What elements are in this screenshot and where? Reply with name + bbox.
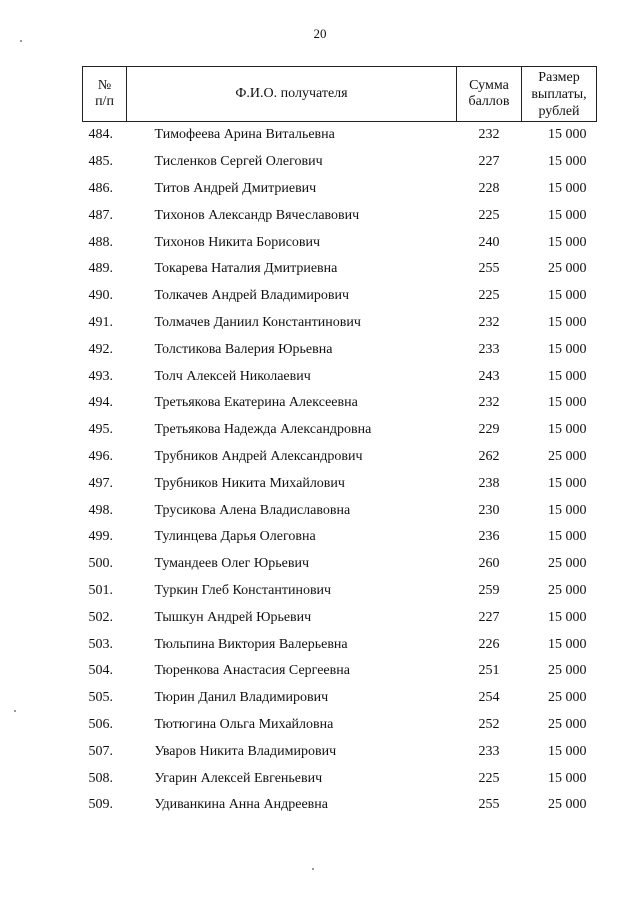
score-total: 225: [478, 288, 500, 304]
row-number: 488.: [88, 234, 113, 250]
header-number-line1: №: [97, 78, 112, 93]
table-row: [83, 792, 597, 819]
payment-amount: 15 000: [548, 609, 587, 625]
recipient-name: Угарин Алексей Евгеньевич: [154, 770, 323, 786]
score-total: 251: [478, 663, 500, 679]
payment-amount: 25 000: [548, 448, 587, 464]
score-total: 225: [478, 770, 500, 786]
row-number: 492.: [88, 341, 113, 357]
scan-speck: [312, 868, 314, 870]
score-total: 259: [478, 582, 500, 598]
row-number: 486.: [88, 180, 113, 196]
payment-amount: 15 000: [548, 207, 587, 223]
payment-amount: 15 000: [548, 529, 587, 545]
payment-amount: 25 000: [548, 797, 587, 813]
payment-amount: 15 000: [548, 154, 587, 170]
table-row: [83, 444, 597, 471]
recipient-name: Трубников Никита Михайлович: [154, 475, 345, 491]
recipient-name: Тюрин Данил Владимирович: [154, 690, 329, 706]
score-total: 232: [478, 395, 500, 411]
payment-amount: 15 000: [548, 234, 587, 250]
table-row: [83, 122, 597, 149]
header-payment: [522, 67, 597, 122]
score-total: 228: [478, 180, 500, 196]
table-row: [83, 685, 597, 712]
header-number-line2: п/п: [95, 94, 114, 109]
row-number: 503.: [88, 636, 113, 652]
table-row: [83, 229, 597, 256]
row-number: 505.: [88, 690, 113, 706]
header-payment-line1: Размер: [538, 69, 580, 85]
header-name: Ф.И.О. получателя: [127, 67, 457, 122]
table-row: [83, 578, 597, 605]
recipient-name: Третьякова Екатерина Алексеевна: [154, 395, 358, 411]
table-row: [83, 765, 597, 792]
page-number: 20: [313, 26, 327, 41]
table-row: [83, 283, 597, 310]
header-row: [83, 67, 597, 122]
payment-amount: 15 000: [548, 288, 587, 304]
header-payment-line2: выплаты,: [531, 86, 587, 102]
score-total: 233: [478, 743, 500, 759]
row-number: 496.: [88, 448, 113, 464]
payment-amount: 25 000: [548, 556, 587, 572]
table-row: [83, 631, 597, 658]
score-total: 232: [478, 127, 500, 143]
recipient-name: Тюльпина Виктория Валерьевна: [154, 636, 348, 652]
score-total: 243: [478, 368, 500, 384]
table-row: [83, 738, 597, 765]
recipient-name: Удиванкина Анна Андреевна: [154, 797, 328, 813]
recipient-name: Толстикова Валерия Юрьевна: [154, 341, 333, 357]
row-number: 502.: [88, 609, 113, 625]
recipients-table: [82, 66, 597, 819]
payment-amount: 15 000: [548, 341, 587, 357]
table-row: [83, 336, 597, 363]
row-number: 494.: [88, 395, 113, 411]
score-total: 227: [478, 609, 500, 625]
score-total: 229: [478, 422, 500, 438]
payment-amount: 15 000: [548, 636, 587, 652]
row-number: 498.: [88, 502, 113, 518]
row-number: 500.: [88, 556, 113, 572]
header-score-line2: баллов: [468, 94, 510, 109]
table-row: [83, 310, 597, 337]
table-row: [83, 149, 597, 176]
row-number: 504.: [88, 663, 113, 679]
payment-amount: 15 000: [548, 368, 587, 384]
score-total: 232: [478, 314, 500, 330]
table-row: [83, 417, 597, 444]
table-row: [83, 497, 597, 524]
row-number: 489.: [88, 261, 113, 277]
recipient-name: Тумандеев Олег Юрьевич: [154, 556, 309, 572]
table-body: [83, 122, 597, 819]
table-row: [83, 604, 597, 631]
header-payment-line3: рублей: [538, 103, 580, 119]
table-row: [83, 712, 597, 739]
table-row: [83, 551, 597, 578]
payment-amount: 15 000: [548, 180, 587, 196]
recipient-name: Тулинцева Дарья Олеговна: [154, 529, 316, 545]
payment-amount: 15 000: [548, 422, 587, 438]
row-number: 508.: [88, 770, 113, 786]
table-row: [83, 202, 597, 229]
payment-amount: 15 000: [548, 314, 587, 330]
score-total: 262: [478, 448, 500, 464]
recipient-name: Тихонов Александр Вячеславович: [154, 207, 360, 223]
table-row: [83, 390, 597, 417]
payment-amount: 15 000: [548, 395, 587, 411]
recipient-name: Тюренкова Анастасия Сергеевна: [154, 663, 350, 679]
score-total: 240: [478, 234, 500, 250]
recipient-name: Тихонов Никита Борисович: [154, 234, 321, 250]
header-number: [83, 67, 127, 122]
payment-amount: 15 000: [548, 502, 587, 518]
recipient-name: Тисленков Сергей Олегович: [154, 154, 323, 170]
recipient-name: Трубников Андрей Александрович: [154, 448, 363, 464]
row-number: 507.: [88, 743, 113, 759]
score-total: 255: [478, 797, 500, 813]
row-number: 497.: [88, 475, 113, 491]
row-number: 490.: [88, 288, 113, 304]
recipient-name: Уваров Никита Владимирович: [154, 743, 337, 759]
row-number: 485.: [88, 154, 113, 170]
recipient-name: Толмачев Даниил Константинович: [154, 314, 361, 330]
row-number: 487.: [88, 207, 113, 223]
score-total: 227: [478, 154, 500, 170]
score-total: 236: [478, 529, 500, 545]
recipient-name: Туркин Глеб Константинович: [154, 582, 332, 598]
payment-amount: 25 000: [548, 690, 587, 706]
score-total: 226: [478, 636, 500, 652]
table-row: [83, 470, 597, 497]
score-total: 225: [478, 207, 500, 223]
payment-amount: 15 000: [548, 770, 587, 786]
row-number: 495.: [88, 422, 113, 438]
score-total: 255: [478, 261, 500, 277]
row-number: 501.: [88, 582, 113, 598]
recipient-name: Третьякова Надежда Александровна: [154, 422, 372, 438]
payment-amount: 25 000: [548, 261, 587, 277]
scan-speck: [14, 710, 16, 712]
header-score-line1: Сумма: [469, 78, 509, 93]
payment-amount: 25 000: [548, 716, 587, 732]
recipient-name: Тимофеева Арина Витальевна: [154, 127, 335, 143]
row-number: 491.: [88, 314, 113, 330]
score-total: 238: [478, 475, 500, 491]
recipient-name: Тышкун Андрей Юрьевич: [154, 609, 312, 625]
table-row: [83, 363, 597, 390]
row-number: 484.: [88, 127, 113, 143]
recipient-name: Толкачев Андрей Владимирович: [154, 288, 349, 304]
score-total: 230: [478, 502, 500, 518]
row-number: 499.: [88, 529, 113, 545]
table-row: [83, 256, 597, 283]
score-total: 254: [478, 690, 500, 706]
score-total: 260: [478, 556, 500, 572]
score-total: 233: [478, 341, 500, 357]
header-score: [457, 67, 522, 122]
payment-amount: 25 000: [548, 582, 587, 598]
table-row: [83, 524, 597, 551]
table-row: [83, 658, 597, 685]
recipient-name: Трусикова Алена Владиславовна: [154, 502, 351, 518]
payment-amount: 15 000: [548, 743, 587, 759]
table-row: [83, 176, 597, 203]
recipient-name: Токарева Наталия Дмитриевна: [154, 261, 338, 277]
row-number: 493.: [88, 368, 113, 384]
recipient-name: Титов Андрей Дмитриевич: [154, 180, 317, 196]
table-header: [83, 67, 597, 122]
row-number: 506.: [88, 716, 113, 732]
score-total: 252: [478, 716, 500, 732]
scan-speck: [20, 40, 22, 42]
recipient-name: Тютюгина Ольга Михайловна: [154, 716, 334, 732]
payment-amount: 15 000: [548, 127, 587, 143]
recipient-name: Толч Алексей Николаевич: [154, 368, 311, 384]
payment-amount: 25 000: [548, 663, 587, 679]
row-number: 509.: [88, 797, 113, 813]
payment-amount: 15 000: [548, 475, 587, 491]
